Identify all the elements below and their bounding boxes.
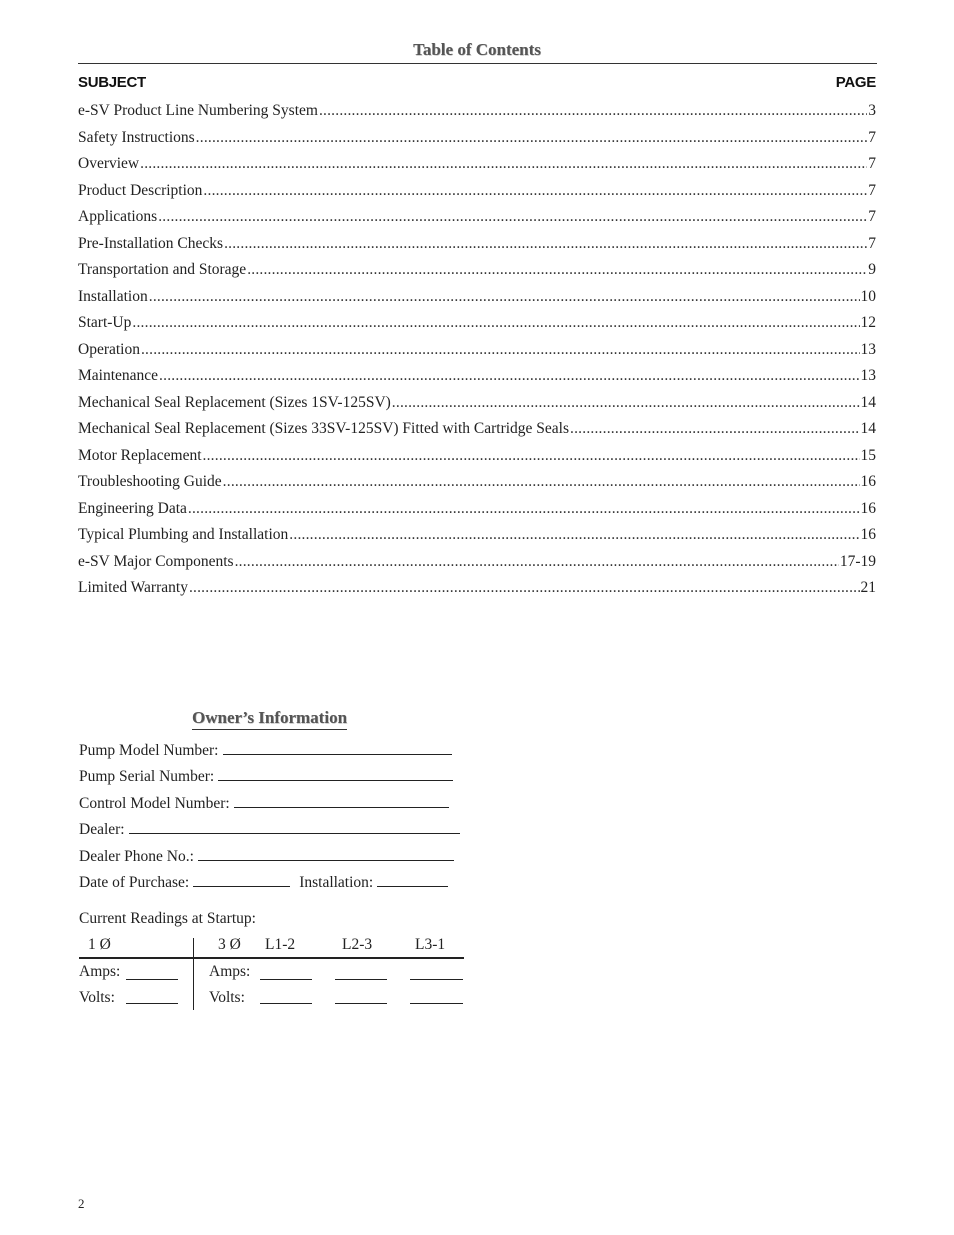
dot-leader xyxy=(223,473,860,491)
dot-leader xyxy=(132,314,859,332)
l2-3-header: L2-3 xyxy=(342,936,373,953)
l2-3-amps-blank[interactable] xyxy=(335,979,387,980)
toc-title-rule xyxy=(78,63,877,64)
dot-leader xyxy=(570,420,859,438)
dot-leader xyxy=(392,394,860,412)
toc-entry-page: 7 xyxy=(868,234,876,252)
pump-model-label: Pump Model Number: xyxy=(79,742,219,759)
toc-entry-subject: Pre-Installation Checks xyxy=(78,234,224,252)
toc-entry-page: 13 xyxy=(860,340,876,358)
toc-entry xyxy=(78,182,876,209)
dealer-field xyxy=(79,821,460,839)
owner-info-title: Owner’s Information xyxy=(192,708,347,730)
dot-leader xyxy=(203,447,860,465)
current-readings-label: Current Readings at Startup: xyxy=(79,910,256,927)
toc-entry-page: 3 xyxy=(868,102,876,119)
toc-entry-subject: Transportation and Storage xyxy=(78,261,247,278)
dealer-label: Dealer: xyxy=(79,821,125,838)
l2-3-volts-blank[interactable] xyxy=(335,1003,387,1004)
toc-entry xyxy=(78,102,876,129)
l3-1-header: L3-1 xyxy=(415,936,446,953)
toc-entry-page: 16 xyxy=(860,473,876,490)
pump-serial-blank[interactable] xyxy=(218,779,453,781)
toc-entry-subject: Engineering Data xyxy=(78,499,187,517)
toc-entry-page: 14 xyxy=(860,393,876,411)
pump-model-blank[interactable] xyxy=(223,753,452,755)
page-column-header: PAGE xyxy=(835,74,876,91)
single-phase-volts-label: Volts: xyxy=(79,989,115,1006)
toc-entry-subject: Operation xyxy=(78,340,140,358)
single-phase-amps-blank[interactable] xyxy=(126,979,178,980)
toc-title: Table of Contents xyxy=(413,40,541,59)
installation-label: Installation: xyxy=(299,874,374,891)
dealer-phone-label: Dealer Phone No.: xyxy=(79,848,194,865)
dot-leader xyxy=(141,341,860,359)
single-phase-header: 1 Ø xyxy=(88,936,111,953)
page-number: 2 xyxy=(78,1196,85,1211)
toc-entry-subject: Motor Replacement xyxy=(78,446,202,464)
purchase-date-label: Date of Purchase: xyxy=(79,874,190,891)
toc-entry-page: 21 xyxy=(860,579,876,596)
toc-entry xyxy=(78,526,876,553)
toc-entry-subject: Product Description xyxy=(78,181,203,199)
purchase-date-blank[interactable] xyxy=(193,885,290,887)
toc-list xyxy=(78,102,876,606)
toc-entry-page: 7 xyxy=(868,181,876,199)
toc-entry-page: 10 xyxy=(860,287,876,305)
toc-entry-page: 13 xyxy=(860,367,876,384)
dot-leader xyxy=(188,500,860,518)
toc-entry-page: 15 xyxy=(860,446,876,464)
subject-column-header: SUBJECT xyxy=(78,74,146,91)
control-model-blank[interactable] xyxy=(234,806,449,808)
toc-entry-subject: e-SV Major Components xyxy=(78,552,234,570)
toc-entry xyxy=(78,394,876,421)
readings-header-rule xyxy=(79,957,464,959)
toc-entry-subject: Applications xyxy=(78,208,158,225)
l1-2-amps-blank[interactable] xyxy=(260,979,312,980)
dot-leader xyxy=(196,129,868,147)
dot-leader xyxy=(224,235,867,253)
toc-entry xyxy=(78,553,876,580)
dealer-blank[interactable] xyxy=(129,832,460,834)
dot-leader xyxy=(247,261,867,279)
toc-entry xyxy=(78,367,876,394)
toc-entry-subject: Installation xyxy=(78,287,148,305)
toc-entry-subject: Mechanical Seal Replacement (Sizes 1SV-125SV) xyxy=(78,393,391,411)
dealer-phone-blank[interactable] xyxy=(198,859,454,861)
toc-entry xyxy=(78,341,876,368)
installation-blank[interactable] xyxy=(377,885,448,887)
toc-entry xyxy=(78,288,876,315)
toc-entry-subject: Mechanical Seal Replacement (Sizes 33SV-125SV) Fitted with Cartridge Seals xyxy=(78,420,570,437)
l1-2-volts-blank[interactable] xyxy=(260,1003,312,1004)
dot-leader xyxy=(289,526,859,544)
dot-leader xyxy=(140,155,867,173)
l3-1-volts-blank[interactable] xyxy=(410,1003,463,1004)
toc-entry-subject: e-SV Product Line Numbering System xyxy=(78,102,318,119)
dot-leader xyxy=(189,579,860,597)
pump-model-field xyxy=(79,742,452,760)
toc-entry xyxy=(78,208,876,235)
toc-entry-page: 9 xyxy=(868,261,876,278)
dot-leader xyxy=(158,208,867,226)
toc-entry-page: 14 xyxy=(860,420,876,437)
toc-entry-page: 7 xyxy=(868,128,876,146)
pump-serial-label: Pump Serial Number: xyxy=(79,768,215,785)
control-model-field xyxy=(79,795,449,813)
toc-entry-subject: Maintenance xyxy=(78,367,159,384)
l1-2-header: L1-2 xyxy=(265,936,296,953)
pump-serial-field xyxy=(79,768,453,786)
toc-entry xyxy=(78,314,876,341)
readings-divider xyxy=(193,938,194,1010)
toc-entry-page: 16 xyxy=(860,526,876,543)
toc-entry-page: 16 xyxy=(860,499,876,517)
toc-entry-page: 7 xyxy=(868,208,876,225)
toc-entry-subject: Typical Plumbing and Installation xyxy=(78,526,289,543)
dot-leader xyxy=(159,367,859,385)
toc-entry xyxy=(78,235,876,262)
toc-entry xyxy=(78,579,876,606)
toc-entry-subject: Start-Up xyxy=(78,314,132,331)
single-phase-amps-label: Amps: xyxy=(79,963,121,980)
toc-entry-subject: Safety Instructions xyxy=(78,128,195,146)
toc-entry xyxy=(78,447,876,474)
dot-leader xyxy=(319,102,867,120)
dot-leader xyxy=(203,182,867,200)
l3-1-amps-blank[interactable] xyxy=(410,979,463,980)
toc-entry xyxy=(78,500,876,527)
toc-entry-subject: Limited Warranty xyxy=(78,579,188,596)
purchase-date-field xyxy=(79,874,448,892)
single-phase-volts-blank[interactable] xyxy=(126,1003,178,1004)
toc-entry xyxy=(78,473,876,500)
dot-leader xyxy=(235,553,839,571)
toc-entry-subject: Overview xyxy=(78,155,140,172)
toc-entry xyxy=(78,261,876,288)
toc-entry-page: 17-19 xyxy=(839,552,876,570)
toc-entry xyxy=(78,155,876,182)
dealer-phone-field xyxy=(79,848,454,866)
three-phase-volts-label: Volts: xyxy=(209,989,245,1006)
dot-leader xyxy=(149,288,860,306)
toc-entry-page: 7 xyxy=(868,155,876,172)
toc-entry-subject: Troubleshooting Guide xyxy=(78,473,222,490)
toc-entry-page: 12 xyxy=(860,314,876,331)
control-model-label: Control Model Number: xyxy=(79,795,230,812)
toc-entry xyxy=(78,129,876,156)
toc-entry xyxy=(78,420,876,447)
three-phase-header: 3 Ø xyxy=(218,936,241,953)
three-phase-amps-label: Amps: xyxy=(209,963,251,980)
